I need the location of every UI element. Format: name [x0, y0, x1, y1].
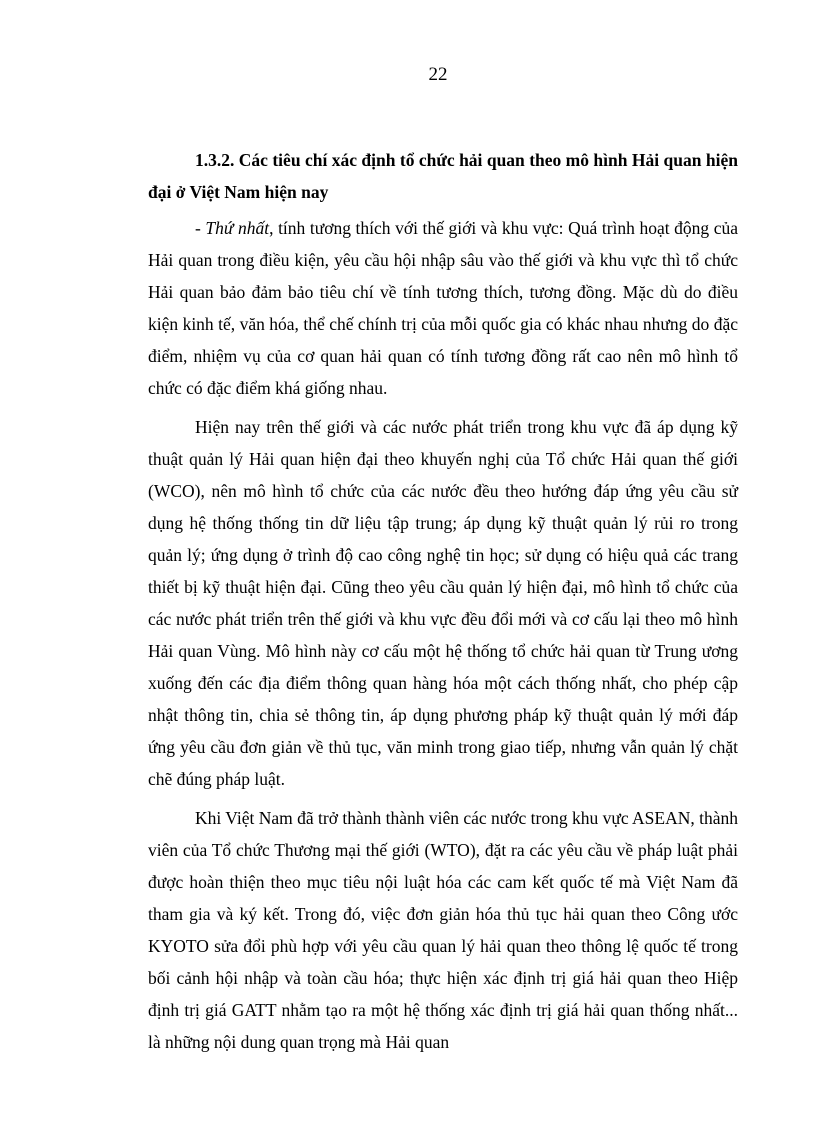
- paragraph-1-prefix: -: [195, 218, 206, 238]
- document-body: [148, 144, 738, 1058]
- paragraph-1-lead: Thứ nhất: [205, 218, 270, 238]
- section-heading: [148, 144, 738, 208]
- page-number: 22: [428, 64, 448, 85]
- paragraph-1: [148, 212, 738, 404]
- paragraph-1-text: , tính tương thích với thế giới và khu vực: Quá trình hoạt động của Hải quan trong điều kiện, yêu cầu hội nhập sâu vào thế giới và khu vực thì tổ chức Hải quan bảo đảm bảo tiêu chí về tính tương thích, tương đồng. Mặc dù do điều kiện kinh tế, văn hóa, thể chế chính trị của mỗi quốc gia có khác nhau nhưng do đặc điểm, nhiệm vụ của cơ quan hải quan có tính tương đồng rất cao nên mô hình tổ chức có đặc điểm khá giống nhau.: [148, 218, 739, 398]
- paragraph-2: [148, 411, 738, 795]
- paragraph-3-text: Khi Việt Nam đã trở thành thành viên các nước trong khu vực ASEAN, thành viên của Tổ chức Thương mại thế giới (WTO), đặt ra các yêu cầu về pháp luật phải được hoàn thiện theo mục tiêu nội luật hóa các cam kết quốc tế mà Việt Nam đã tham gia và ký kết. Trong đó, việc đơn giản hóa thủ tục hải quan theo Công ước KYOTO sửa đổi phù hợp với yêu cầu quan lý hải quan theo thông lệ quốc tế trong bối cảnh hội nhập và toàn cầu hóa; thực hiện xác định trị giá hải quan theo Hiệp định trị giá GATT nhằm tạo ra một hệ thống xác định trị giá hải quan thống nhất... là những nội dung quan trọng mà Hải quan: [148, 808, 739, 1052]
- paragraph-2-text: Hiện nay trên thế giới và các nước phát triển trong khu vực đã áp dụng kỹ thuật quản lý Hải quan hiện đại theo khuyến nghị của Tổ chức Hải quan thế giới (WCO), nên mô hình tổ chức của các nước đều theo hướng đáp ứng yêu cầu sử dụng hệ thống thống tin dữ liệu tập trung; áp dụng kỹ thuật quản lý rủi ro trong quản lý; ứng dụng ở trình độ cao công nghệ tin học; sử dụng có hiệu quả các trang thiết bị kỹ thuật hiện đại. Cũng theo yêu cầu quản lý hiện đại, mô hình tổ chức của các nước phát triển trên thế giới và khu vực đều đổi mới và cơ cấu lại theo mô hình Hải quan Vùng. Mô hình này cơ cấu một hệ thống tổ chức hải quan từ Trung ương xuống đến các địa điểm thông quan hàng hóa một cách thống nhất, cho phép cập nhật thông tin, chia sẻ thông tin, áp dụng phương pháp kỹ thuật quản lý mới đáp ứng yêu cầu đơn giản về thủ tục, văn minh trong giao tiếp, nhưng vẫn quản lý chặt chẽ đúng pháp luật.: [148, 417, 738, 789]
- paragraph-3: [148, 802, 738, 1058]
- section-heading-text: 1.3.2. Các tiêu chí xác định tổ chức hải quan theo mô hình Hải quan hiện đại ở Việt Nam hiện nay: [148, 150, 738, 202]
